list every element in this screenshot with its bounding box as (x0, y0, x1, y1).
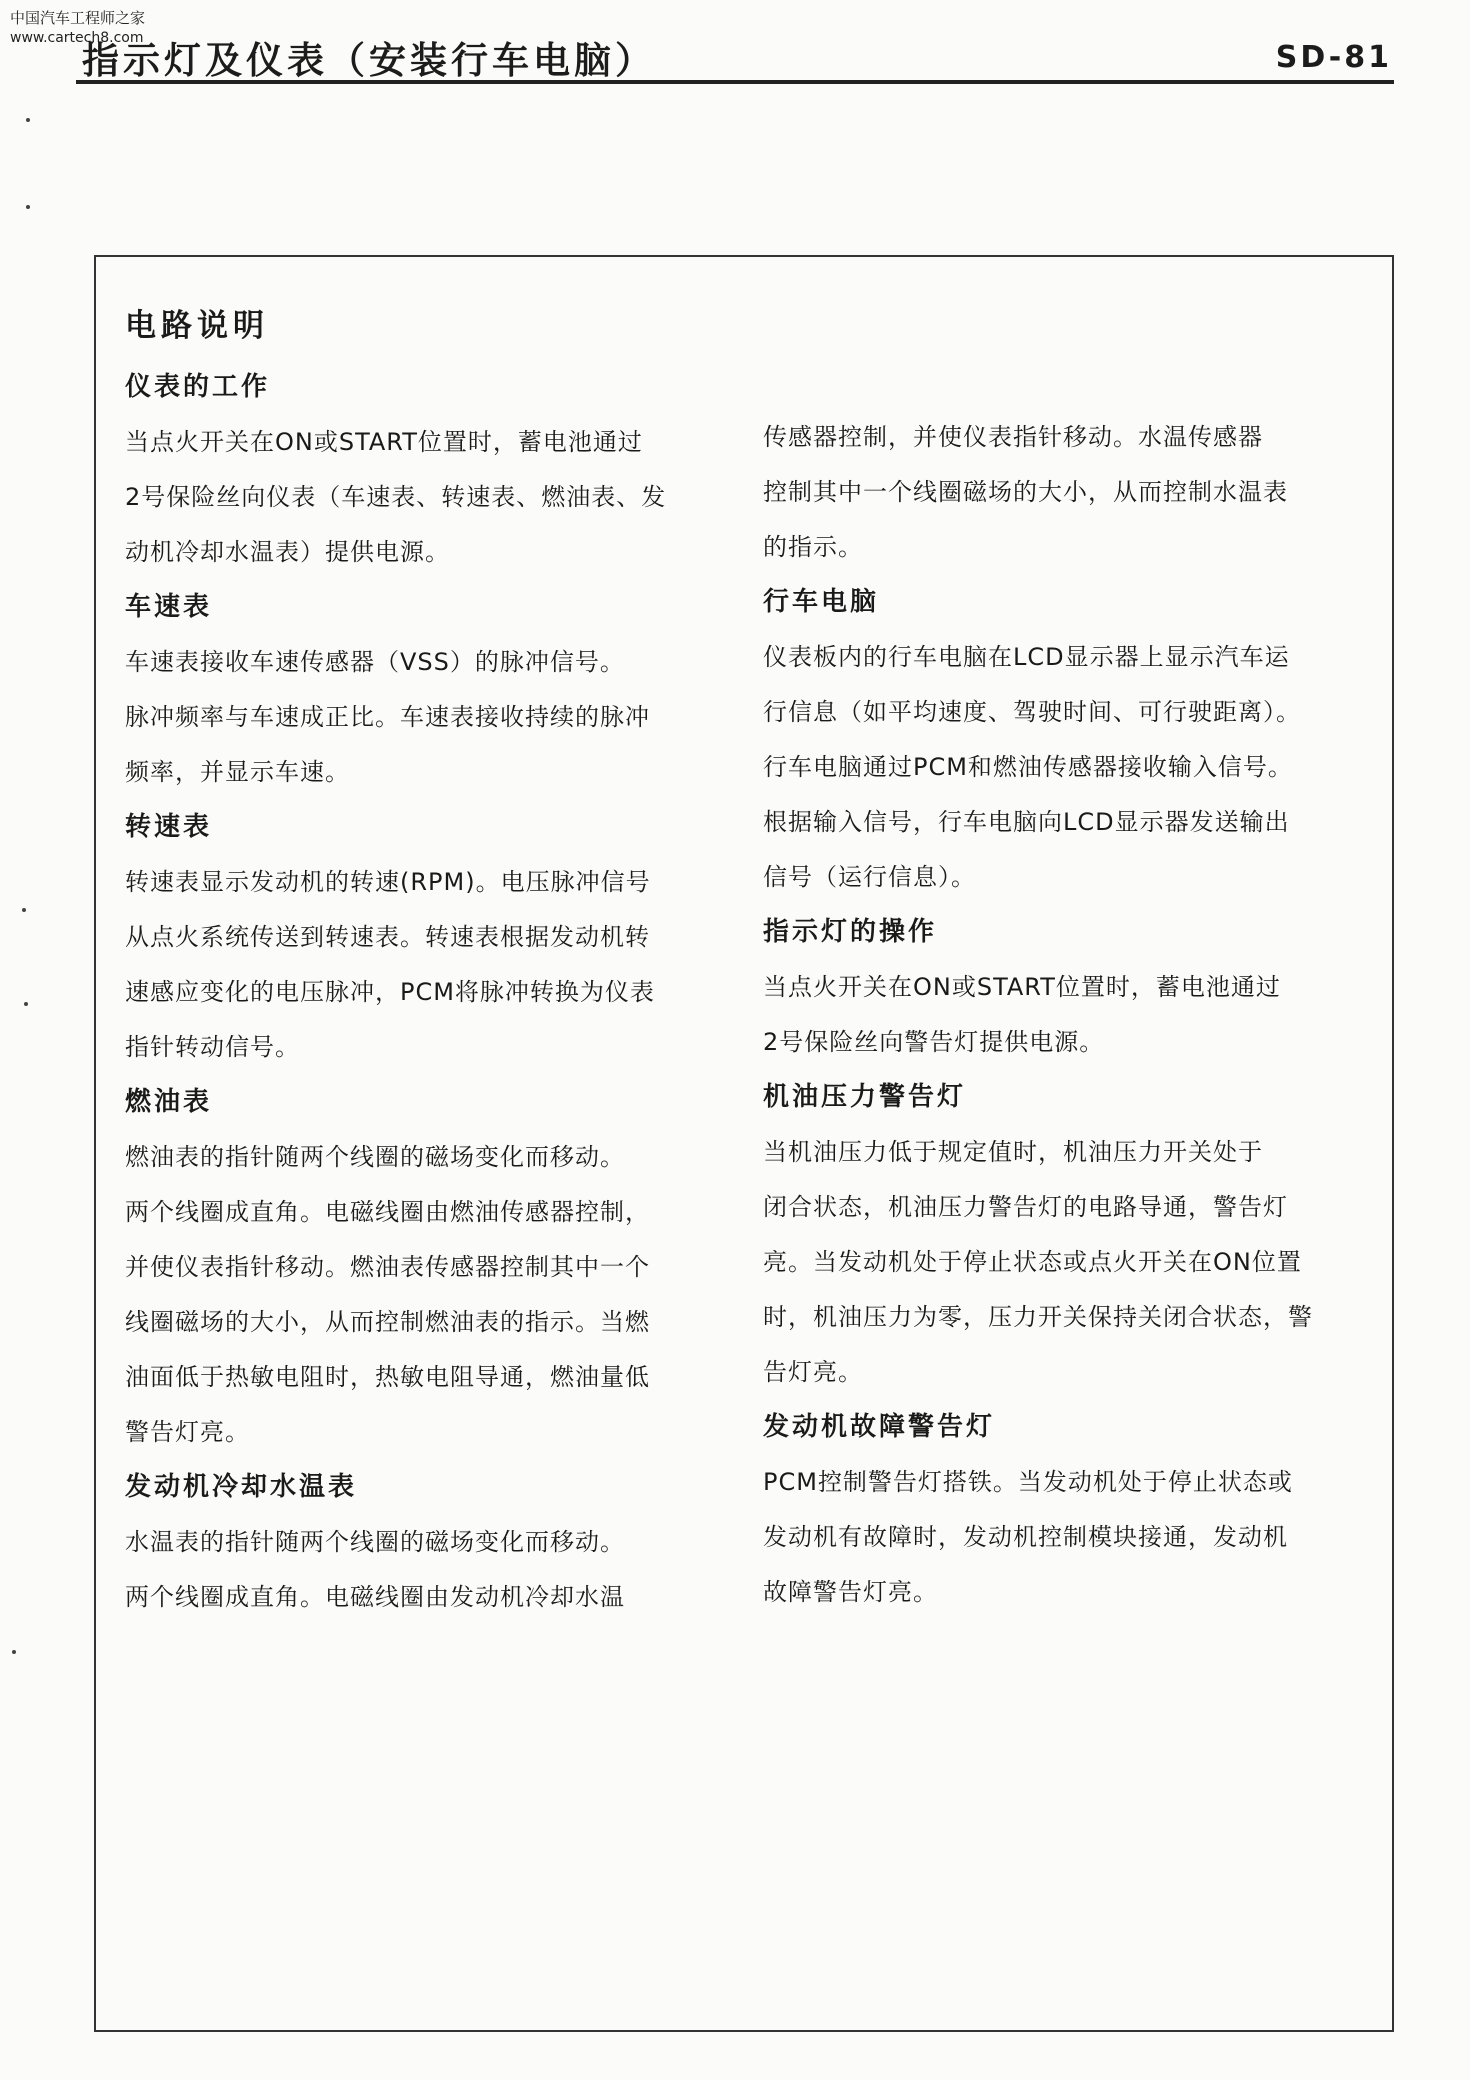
body-line: 时，机油压力为零，压力开关保持关闭合状态，警 (763, 1303, 1313, 1331)
body-line: 转速表显示发动机的转速(RPM)。电压脉冲信号 (125, 868, 651, 896)
subsection-heading: 发动机冷却水温表 (125, 1472, 358, 1502)
body-line: 两个线圈成直角。电磁线圈由燃油传感器控制， (125, 1198, 650, 1226)
body-line: 当点火开关在ON或START位置时，蓄电池通过 (763, 973, 1281, 1001)
body-line: 的指示。 (763, 533, 863, 561)
subsection-heading: 燃油表 (125, 1087, 213, 1117)
body-line: 闭合状态，机油压力警告灯的电路导通，警告灯 (763, 1193, 1288, 1221)
body-line: 发动机有故障时，发动机控制模块接通，发动机 (763, 1523, 1288, 1551)
subsection-heading: 转速表 (125, 812, 213, 842)
scan-speck (24, 1002, 28, 1006)
paragraph-block (763, 575, 1373, 905)
body-line: 脉冲频率与车速成正比。车速表接收持续的脉冲 (125, 703, 650, 731)
page-number: SD-81 (1275, 40, 1392, 75)
body-line: 燃油表的指针随两个线圈的磁场变化而移动。 (125, 1143, 625, 1171)
subsection-heading: 指示灯的操作 (763, 917, 938, 947)
scan-speck (22, 908, 26, 912)
paragraph-block (125, 1075, 735, 1460)
body-line: 线圈磁场的大小，从而控制燃油表的指示。当燃 (125, 1308, 650, 1336)
body-line: 行信息（如平均速度、驾驶时间、可行驶距离）。 (763, 698, 1301, 726)
subsection-heading: 车速表 (125, 592, 213, 622)
page-title: 指示灯及仪表（安装行车电脑） (82, 39, 656, 82)
body-line: 速感应变化的电压脉冲，PCM将脉冲转换为仪表 (125, 978, 655, 1006)
scan-speck (12, 1650, 16, 1654)
subsection-heading: 仪表的工作 (125, 372, 271, 402)
right-column (763, 410, 1373, 1620)
subsection-heading: 行车电脑 (763, 587, 880, 617)
watermark-line1: 中国汽车工程师之家 (10, 9, 146, 27)
body-line: 传感器控制，并使仪表指针移动。水温传感器 (763, 423, 1263, 451)
body-line: 指针转动信号。 (125, 1033, 300, 1061)
paragraph-block (763, 410, 1373, 575)
body-line: 当机油压力低于规定值时，机油压力开关处于 (763, 1138, 1263, 1166)
body-line: 动机冷却水温表）提供电源。 (125, 538, 450, 566)
subsection-heading: 发动机故障警告灯 (763, 1412, 996, 1442)
paragraph-block (763, 1070, 1373, 1400)
paragraph-block (125, 800, 735, 1075)
body-line: 2号保险丝向警告灯提供电源。 (763, 1028, 1105, 1056)
subsection-heading: 机油压力警告灯 (763, 1082, 967, 1112)
body-line: 并使仪表指针移动。燃油表传感器控制其中一个 (125, 1253, 650, 1281)
body-line: 控制其中一个线圈磁场的大小，从而控制水温表 (763, 478, 1288, 506)
scan-speck (26, 118, 30, 122)
body-line: 频率，并显示车速。 (125, 758, 350, 786)
body-line: 当点火开关在ON或START位置时，蓄电池通过 (125, 428, 643, 456)
body-line: 油面低于热敏电阻时，热敏电阻导通，燃油量低 (125, 1363, 650, 1391)
body-line: 车速表接收车速传感器（VSS）的脉冲信号。 (125, 648, 625, 676)
body-line: 亮。当发动机处于停止状态或点火开关在ON位置 (763, 1248, 1302, 1276)
paragraph-block (763, 1400, 1373, 1620)
body-line: 根据输入信号，行车电脑向LCD显示器发送输出 (763, 808, 1290, 836)
body-line: PCM控制警告灯搭铁。当发动机处于停止状态或 (763, 1468, 1293, 1496)
body-line: 从点火系统传送到转速表。转速表根据发动机转 (125, 923, 650, 951)
body-line: 信号（运行信息）。 (763, 863, 976, 891)
paragraph-block (125, 580, 735, 800)
body-line: 仪表板内的行车电脑在LCD显示器上显示汽车运 (763, 643, 1290, 671)
header-rule (76, 80, 1394, 84)
watermark-line2: www.cartech8.com (10, 30, 144, 46)
body-line: 告灯亮。 (763, 1358, 863, 1386)
body-line: 警告灯亮。 (125, 1418, 250, 1446)
body-line: 行车电脑通过PCM和燃油传感器接收输入信号。 (763, 753, 1293, 781)
paragraph-block (125, 360, 735, 580)
paragraph-block (763, 905, 1373, 1070)
paragraph-block (125, 1460, 735, 1625)
body-line: 2号保险丝向仪表（车速表、转速表、燃油表、发 (125, 483, 667, 511)
body-line: 故障警告灯亮。 (763, 1578, 938, 1606)
left-column (125, 360, 735, 1625)
body-line: 水温表的指针随两个线圈的磁场变化而移动。 (125, 1528, 625, 1556)
body-line: 两个线圈成直角。电磁线圈由发动机冷却水温 (125, 1583, 625, 1611)
scan-speck (26, 205, 30, 209)
section-title: 电路说明 (125, 308, 269, 344)
